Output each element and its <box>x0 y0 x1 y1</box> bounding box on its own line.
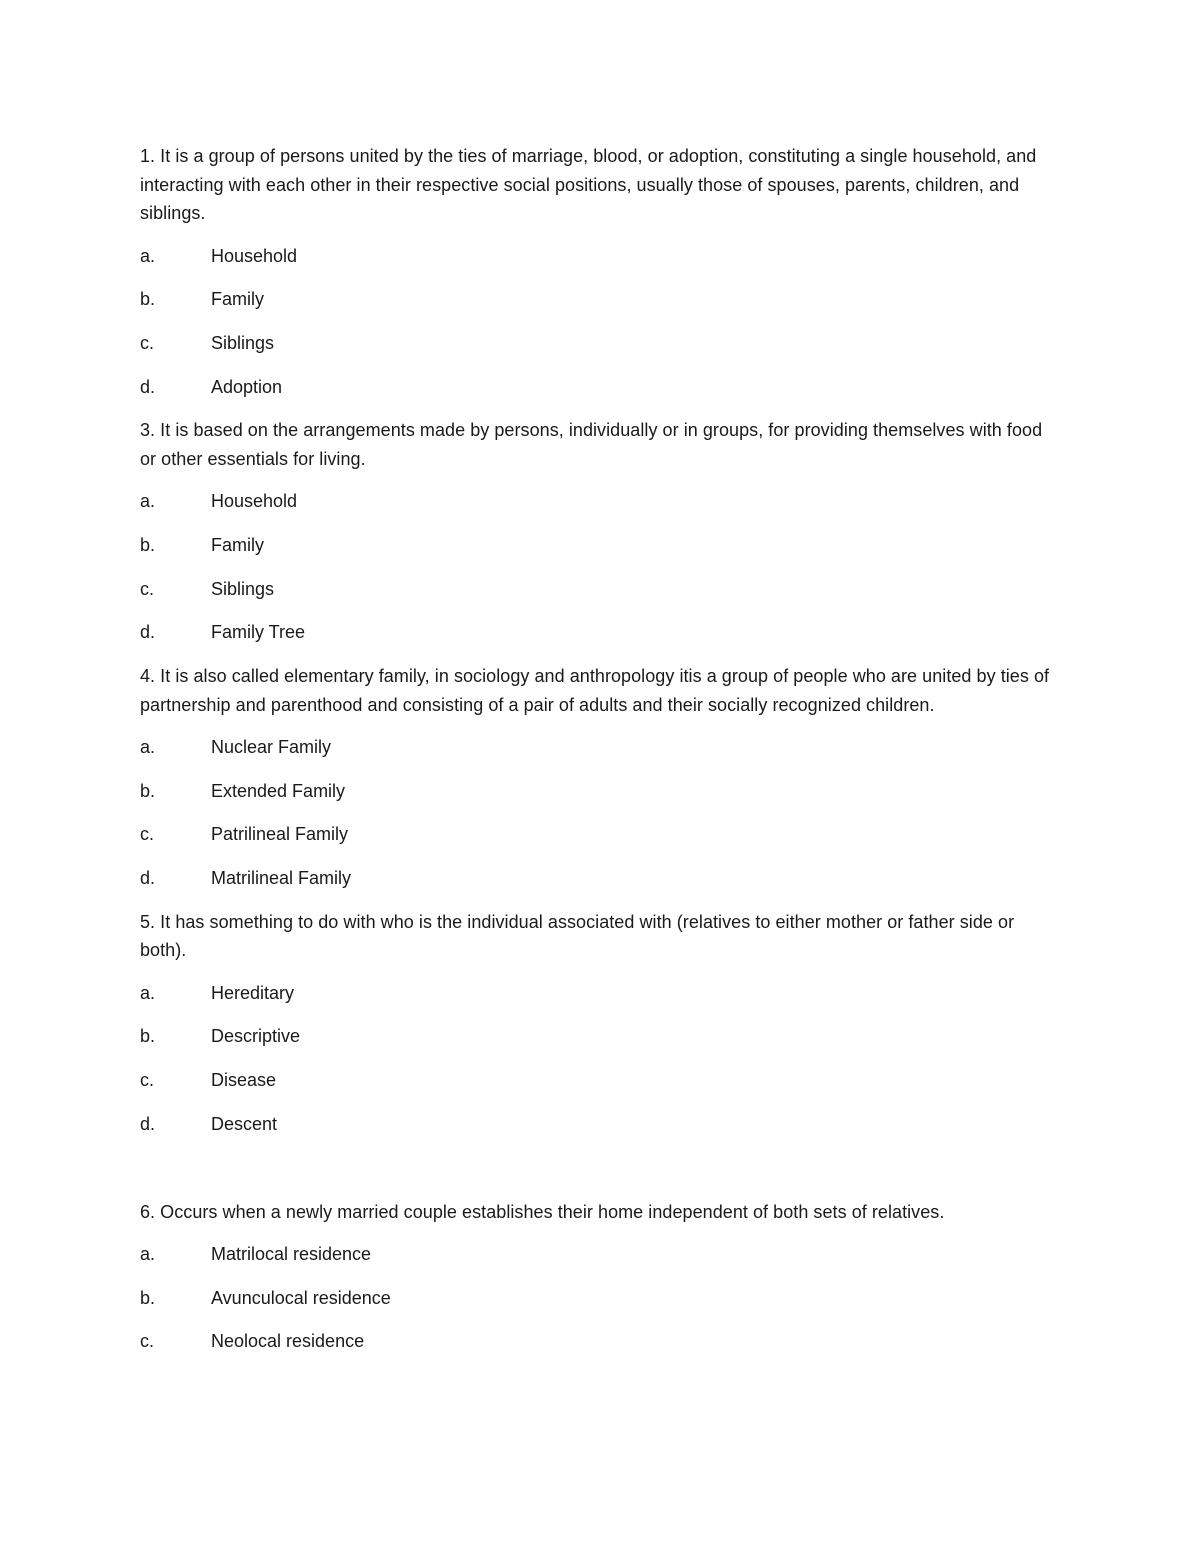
option-text: Siblings <box>211 332 275 353</box>
option-text: Patrilineal Family <box>211 824 349 845</box>
option-item <box>140 575 1060 604</box>
option-item <box>140 979 1060 1008</box>
option-text: Extended Family <box>211 780 346 801</box>
option-letter: c. <box>140 332 155 353</box>
option-item <box>140 820 1060 849</box>
option-item <box>140 329 1060 358</box>
question-block-6 <box>140 1198 1060 1356</box>
blank-line <box>140 1154 1060 1198</box>
option-text: Nuclear Family <box>211 737 332 757</box>
option-text: Household <box>211 245 298 266</box>
question-block-5 <box>140 908 1060 1139</box>
option-item <box>140 1284 1060 1313</box>
option-text: Adoption <box>211 376 283 397</box>
question-text: 3. It is based on the arrangements made by persons, individually or in groups, for providing themselves with food or other essentials for living. <box>140 420 1043 469</box>
option-list <box>140 733 1060 893</box>
option-text: Matrilineal Family <box>211 868 352 889</box>
option-letter: b. <box>140 1026 156 1047</box>
option-item <box>140 1327 1060 1356</box>
option-text: Household <box>211 491 298 512</box>
option-letter: d. <box>140 622 156 643</box>
option-item <box>140 777 1060 806</box>
option-letter: b. <box>140 289 156 310</box>
option-text: Descriptive <box>211 1026 301 1047</box>
option-list <box>140 487 1060 647</box>
option-text: Matrilocal residence <box>211 1244 372 1264</box>
option-letter: c. <box>140 1070 155 1091</box>
option-item <box>140 531 1060 560</box>
option-letter: a. <box>140 1244 156 1264</box>
option-text: Avunculocal residence <box>211 1287 391 1308</box>
option-list <box>140 1240 1060 1356</box>
question-block-3 <box>140 416 1060 647</box>
option-item <box>140 618 1060 647</box>
option-letter: b. <box>140 780 156 801</box>
option-item <box>140 1110 1060 1139</box>
option-item <box>140 487 1060 516</box>
option-letter: b. <box>140 534 156 555</box>
option-item <box>140 1022 1060 1051</box>
question-text: 1. It is a group of persons united by the ties of marriage, blood, or adoption, constituting a single household, and interacting with each other in their respective social positions, usually those of spouses, parents, children, and siblings. <box>140 146 1037 223</box>
option-list <box>140 242 1060 402</box>
option-item <box>140 1066 1060 1095</box>
option-text: Hereditary <box>211 982 295 1003</box>
question-block-1 <box>140 142 1060 401</box>
option-letter: d. <box>140 376 156 397</box>
option-list <box>140 979 1060 1139</box>
option-text: Disease <box>211 1070 277 1091</box>
option-text: Family Tree <box>211 622 306 643</box>
option-letter: c. <box>140 578 155 599</box>
option-item <box>140 242 1060 271</box>
option-item <box>140 733 1060 762</box>
option-item <box>140 1240 1060 1269</box>
option-letter: b. <box>140 1287 156 1308</box>
option-item <box>140 373 1060 402</box>
option-letter: d. <box>140 868 156 889</box>
option-letter: a. <box>140 491 156 512</box>
question-text: 5. It has something to do with who is the individual associated with (relatives to either mother or father side or both). <box>140 911 1015 961</box>
option-text: Family <box>211 534 264 555</box>
option-letter: a. <box>140 982 156 1003</box>
option-letter: a. <box>140 245 156 266</box>
question-text: 6. Occurs when a newly married couple establishes their home independent of both sets of relatives. <box>140 1201 945 1222</box>
option-letter: c. <box>140 824 155 845</box>
question-block-4 <box>140 662 1060 893</box>
option-text: Neolocal residence <box>211 1331 365 1352</box>
option-text: Family <box>211 289 264 310</box>
option-letter: a. <box>140 737 156 757</box>
option-text: Siblings <box>211 578 275 599</box>
question-text: 4. It is also called elementary family, in sociology and anthropology itis a group of people who are united by ties of partnership and parenthood and consisting of a pair of adults and their socially recognized children. <box>140 666 1050 715</box>
quiz-content <box>140 142 1060 1371</box>
option-item <box>140 864 1060 893</box>
option-letter: d. <box>140 1113 156 1134</box>
option-letter: c. <box>140 1331 155 1352</box>
option-item <box>140 285 1060 314</box>
option-text: Descent <box>211 1113 278 1134</box>
